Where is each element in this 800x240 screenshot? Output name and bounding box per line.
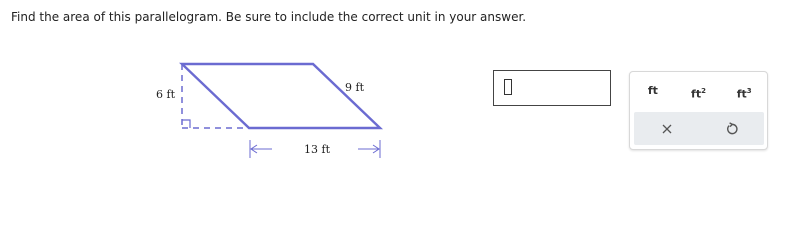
unit-palette — [629, 71, 768, 150]
unit-ft2-button[interactable] — [676, 80, 722, 104]
clear-button[interactable] — [634, 112, 699, 145]
action-button-row — [634, 112, 764, 145]
unit-ft-button[interactable] — [630, 80, 676, 104]
unit-ft-label: ft — [647, 84, 658, 97]
answer-input[interactable] — [493, 70, 611, 106]
base-label: 13 ft — [304, 143, 330, 156]
undo-icon — [725, 122, 739, 136]
text-cursor — [504, 79, 512, 95]
unit-ft3-button[interactable] — [721, 80, 767, 104]
reset-button[interactable] — [699, 112, 764, 145]
unit-ft2-label: ft — [691, 87, 702, 101]
unit-ft3-label: ft — [736, 87, 747, 101]
unit-ft3-exponent: 3 — [746, 87, 752, 95]
question-text: Find the area of this parallelogram. Be sure to include the correct unit in your answer. — [11, 10, 527, 24]
unit-button-row — [630, 80, 767, 104]
right-angle-marker — [182, 120, 190, 128]
unit-ft2-exponent: 2 — [701, 87, 706, 95]
parallelogram-shape — [182, 64, 380, 128]
parallelogram-figure — [0, 0, 400, 226]
close-icon — [661, 123, 673, 135]
side-label: 9 ft — [345, 81, 364, 94]
height-label: 6 ft — [156, 88, 175, 101]
